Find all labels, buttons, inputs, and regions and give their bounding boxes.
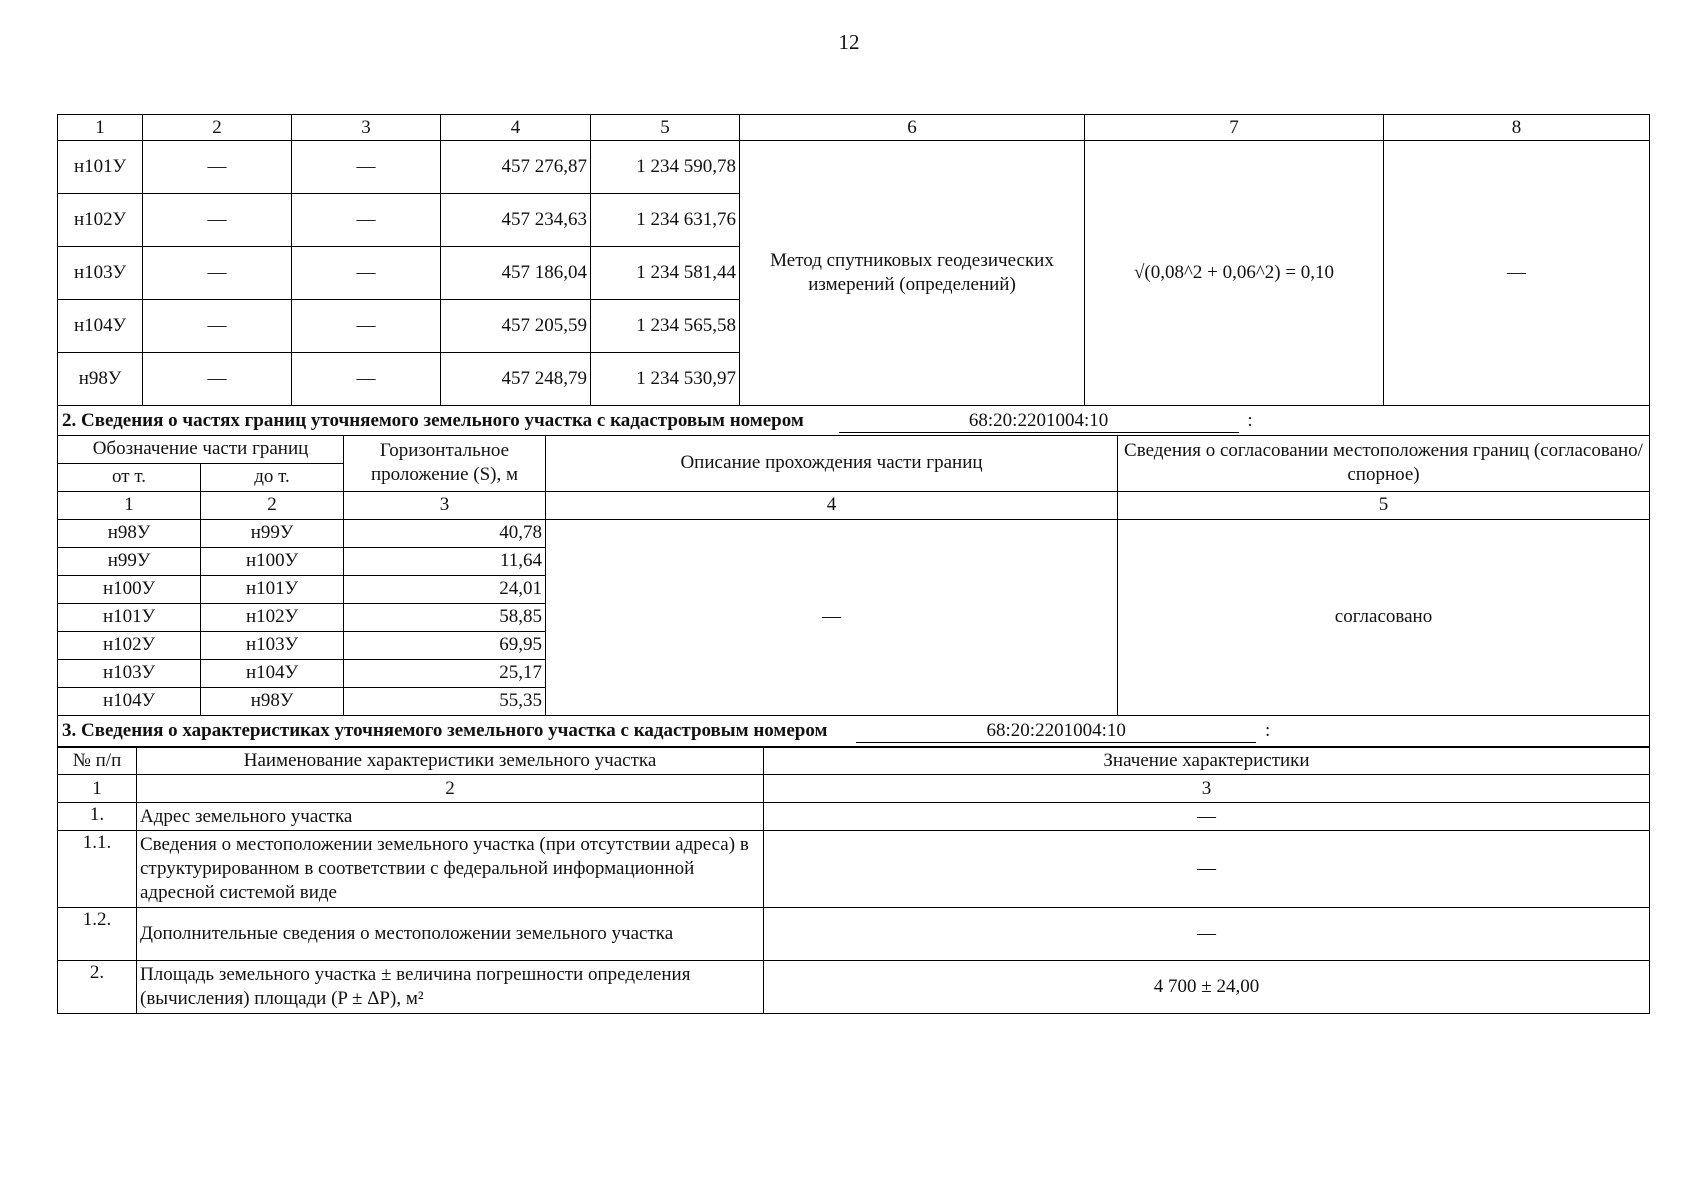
from-point: н104У (58, 687, 201, 715)
point-name: н98У (58, 353, 143, 406)
section2-title-cell (58, 406, 1650, 436)
from-point: н102У (58, 631, 201, 659)
section2-colon: : (1247, 409, 1253, 431)
col-number: 3 (344, 491, 546, 519)
to-point: н100У (201, 547, 344, 575)
col-number: 1 (58, 491, 201, 519)
from-point: н100У (58, 575, 201, 603)
to-point: н104У (201, 659, 344, 687)
accuracy-cell: √(0,08^2 + 0,06^2) = 0,10 (1085, 141, 1384, 406)
col-number: 1 (58, 775, 137, 803)
col-number: 7 (1085, 115, 1384, 141)
row-num: 2. (58, 961, 137, 1014)
description-cell: — (546, 519, 1118, 715)
page-number: 12 (838, 30, 860, 54)
from-point: н101У (58, 603, 201, 631)
coord-y: 1 234 565,58 (591, 300, 740, 353)
point-name: н102У (58, 194, 143, 247)
cell-dash: — (292, 141, 441, 194)
col-number: 4 (441, 115, 591, 141)
table-row (58, 141, 1650, 194)
segment-length: 58,85 (344, 603, 546, 631)
cell-dash: — (292, 247, 441, 300)
section3-title: 3. Сведения о характеристиках уточняемого земельного участка с кадастровым номером (62, 720, 828, 741)
column-numbers-row (58, 115, 1650, 141)
coord-x: 457 205,59 (441, 300, 591, 353)
col-number: 5 (1118, 491, 1650, 519)
section2-title: 2. Сведения о частях границ уточняемого земельного участка с кадастровым номером (62, 409, 804, 431)
row-value: — (764, 908, 1650, 961)
method-cell: Метод спутниковых геодезических измерений (определений) (740, 141, 1085, 406)
section3-cadastral-number: 68:20:2201004:10 (856, 720, 1256, 743)
coord-x: 457 186,04 (441, 247, 591, 300)
header-from: от т. (58, 463, 201, 491)
column-numbers-row (58, 775, 1650, 803)
col-number: 4 (546, 491, 1118, 519)
coord-y: 1 234 590,78 (591, 141, 740, 194)
row-num: 1.1. (58, 831, 137, 908)
segment-length: 55,35 (344, 687, 546, 715)
table-row (58, 908, 1650, 961)
cell-dash: — (292, 353, 441, 406)
segment-length: 69,95 (344, 631, 546, 659)
row-name: Дополнительные сведения о местоположении земельного участка (137, 908, 764, 961)
from-point: н103У (58, 659, 201, 687)
point-name: н101У (58, 141, 143, 194)
section3-title-row (58, 715, 1650, 747)
from-point: н99У (58, 547, 201, 575)
header-value: Значение характеристики (764, 747, 1650, 775)
col-number: 3 (292, 115, 441, 141)
characteristics-table (57, 746, 1650, 1014)
table-row (58, 803, 1650, 831)
agreement-cell: согласовано (1118, 519, 1650, 715)
header-row (58, 747, 1650, 775)
to-point: н98У (201, 687, 344, 715)
table-row (58, 961, 1650, 1014)
cell-dash: — (143, 194, 292, 247)
cell-dash: — (292, 300, 441, 353)
header-description: Описание прохождения части границ (546, 435, 1118, 491)
section3-colon: : (1264, 720, 1271, 741)
column-numbers-row (58, 491, 1650, 519)
cell-dash: — (143, 353, 292, 406)
document-body (57, 114, 1649, 1014)
col-number: 8 (1384, 115, 1650, 141)
to-point: н99У (201, 519, 344, 547)
cell-dash: — (143, 247, 292, 300)
boundary-parts-table (57, 435, 1650, 748)
to-point: н102У (201, 603, 344, 631)
to-point: н103У (201, 631, 344, 659)
header-row (58, 435, 1650, 463)
col-number: 6 (740, 115, 1085, 141)
section2-cadastral-number: 68:20:2201004:10 (839, 410, 1239, 433)
point-name: н103У (58, 247, 143, 300)
row-name: Адрес земельного участка (137, 803, 764, 831)
col-number: 1 (58, 115, 143, 141)
coord-x: 457 248,79 (441, 353, 591, 406)
row-value: — (764, 803, 1650, 831)
cell-dash: — (143, 300, 292, 353)
col-number: 3 (764, 775, 1650, 803)
col-number: 2 (143, 115, 292, 141)
row-name: Сведения о местоположении земельного участка (при отсутствии адреса) в структурированном в соответствии с федеральной информационной адресной системой виде (137, 831, 764, 908)
table-row (58, 831, 1650, 908)
coord-x: 457 276,87 (441, 141, 591, 194)
row-num: 1. (58, 803, 137, 831)
header-to: до т. (201, 463, 344, 491)
col8-cell: — (1384, 141, 1650, 406)
header-length: Горизонтальное проложение (S), м (344, 435, 546, 491)
col-number: 2 (137, 775, 764, 803)
point-name: н104У (58, 300, 143, 353)
table-row (58, 519, 1650, 547)
row-value: 4 700 ± 24,00 (764, 961, 1650, 1014)
row-value: — (764, 831, 1650, 908)
row-num: 1.2. (58, 908, 137, 961)
col-number: 5 (591, 115, 740, 141)
coord-y: 1 234 631,76 (591, 194, 740, 247)
header-name: Наименование характеристики земельного участка (137, 747, 764, 775)
cell-dash: — (143, 141, 292, 194)
coord-y: 1 234 581,44 (591, 247, 740, 300)
coord-y: 1 234 530,97 (591, 353, 740, 406)
segment-length: 25,17 (344, 659, 546, 687)
header-designation: Обозначение части границ (58, 435, 344, 463)
header-num: № п/п (58, 747, 137, 775)
coordinates-table (57, 114, 1650, 436)
row-name: Площадь земельного участка ± величина погрешности определения (вычисления) площади (P ± ΔP), м² (137, 961, 764, 1014)
section2-title-row (58, 406, 1650, 436)
col-number: 2 (201, 491, 344, 519)
segment-length: 11,64 (344, 547, 546, 575)
coord-x: 457 234,63 (441, 194, 591, 247)
cell-dash: — (292, 194, 441, 247)
from-point: н98У (58, 519, 201, 547)
header-agreement: Сведения о согласовании местоположения границ (согласовано/спорное) (1118, 435, 1650, 491)
to-point: н101У (201, 575, 344, 603)
segment-length: 24,01 (344, 575, 546, 603)
section3-title-cell (58, 715, 1650, 747)
segment-length: 40,78 (344, 519, 546, 547)
